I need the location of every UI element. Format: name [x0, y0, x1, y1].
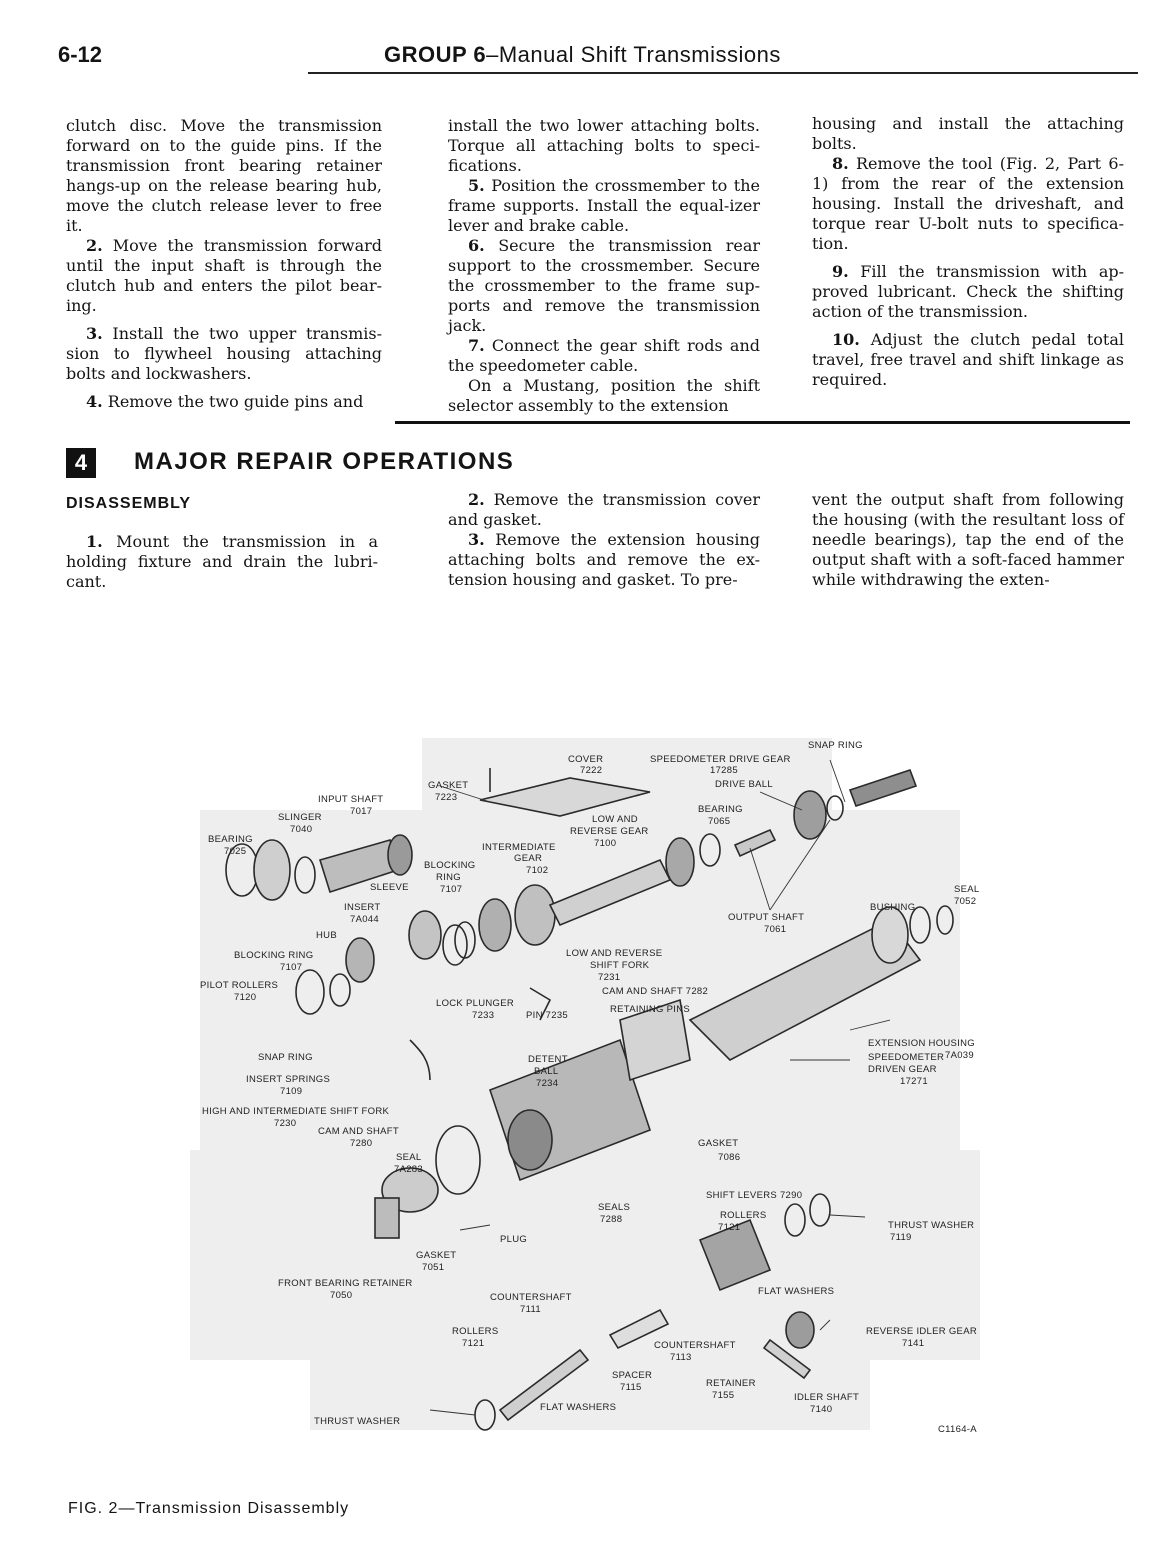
part-label: CAM AND SHAFT — [318, 1126, 399, 1137]
paragraph — [66, 236, 382, 316]
paragraph — [448, 116, 760, 176]
paragraph — [448, 376, 760, 416]
paragraph — [448, 530, 760, 590]
part-label: 7052 — [954, 896, 977, 907]
paragraph-text: clutch disc. Move the transmission forward on to the guide pins. If the transmission front bearing retainer hangs-up on the release bearing hub, move the clutch release lever to free it. — [66, 116, 382, 235]
part-label: 7107 — [280, 962, 303, 973]
subheading-disassembly: DISASSEMBLY — [66, 495, 192, 512]
step-text: Remove the transmission cover and gasket. — [448, 490, 760, 529]
part-label: 7141 — [902, 1338, 925, 1349]
paragraph-text: On a Mustang, position the shift selector assembly to the extension — [448, 376, 760, 415]
part-label: COVER — [568, 754, 604, 765]
part-label: SLINGER — [278, 812, 322, 823]
part-label: 7086 — [718, 1152, 741, 1163]
group-title: –Manual Shift Transmissions — [486, 42, 781, 67]
part-label: 7050 — [330, 1290, 353, 1301]
part-label: 7230 — [274, 1118, 297, 1129]
part-label: FRONT BEARING RETAINER — [278, 1278, 413, 1289]
part-label: 7119 — [890, 1232, 912, 1243]
paragraph — [812, 330, 1124, 390]
part-label: 7234 — [536, 1078, 559, 1089]
step-text: Remove the extension housing attaching bolts and remove the ex-tension housing and gasket. To pre- — [448, 530, 760, 589]
step-number: 9. — [832, 262, 849, 281]
speedometer-drive-gear — [794, 791, 826, 839]
sleeve — [409, 911, 441, 959]
part-label: 7222 — [580, 765, 603, 776]
part-label: 7288 — [600, 1214, 623, 1225]
part-label: BLOCKING — [424, 860, 476, 871]
exploded-view-figure — [190, 720, 980, 1440]
step-text: Move the transmission forward until the input shaft is through the clutch hub and enters the pilot bear-ing. — [66, 236, 382, 315]
part-label: FLAT WASHERS — [540, 1402, 617, 1413]
part-label: 7120 — [234, 992, 257, 1003]
intermediate-gear — [479, 899, 511, 951]
part-label: 7065 — [708, 816, 731, 827]
part-label: 7155 — [712, 1390, 735, 1401]
part-label: FLAT WASHERS — [758, 1286, 835, 1297]
part-label: COUNTERSHAFT — [490, 1292, 572, 1303]
part-label: 7280 — [350, 1138, 373, 1149]
part-label: SHIFT FORK — [590, 960, 650, 971]
part-label: BUSHING — [870, 902, 916, 913]
part-label: REVERSE GEAR — [570, 826, 649, 837]
part-label: 7025 — [224, 846, 247, 857]
paragraph — [66, 116, 382, 236]
part-label: EXTENSION HOUSING — [868, 1038, 975, 1049]
case-bore — [508, 1110, 552, 1170]
extension-housing-end — [872, 907, 908, 963]
part-label: THRUST WASHER — [888, 1220, 975, 1231]
part-label: ROLLERS — [720, 1210, 767, 1221]
paragraph-text: install the two lower attaching bolts. Torque all attaching bolts to speci-fications. — [448, 116, 760, 175]
part-label: 7223 — [435, 792, 458, 803]
part-label: 7121 — [462, 1338, 485, 1349]
part-label: RETAINER — [706, 1378, 756, 1389]
part-label: SPEEDOMETER — [868, 1052, 945, 1063]
section-divider-rule — [395, 421, 1130, 424]
part-label: 7109 — [280, 1086, 303, 1097]
section-column-3 — [812, 490, 1124, 590]
part-label: BEARING — [208, 834, 253, 845]
part-label: SEAL — [954, 884, 980, 895]
step-number: 2. — [468, 490, 485, 509]
part-label: 7A044 — [350, 914, 379, 925]
part-label: PLUG — [500, 1234, 528, 1245]
part-label: CAM AND SHAFT 7282 — [602, 986, 709, 997]
step-number: 8. — [832, 154, 849, 173]
part-label: PILOT ROLLERS — [200, 980, 279, 991]
low-reverse-gear — [515, 885, 555, 945]
paragraph — [448, 236, 760, 336]
part-label: 17285 — [710, 765, 738, 776]
part-label: LOW AND — [592, 814, 638, 825]
input-gear — [388, 835, 412, 875]
part-label: INSERT — [344, 902, 381, 913]
part-label: INTERMEDIATE — [482, 842, 556, 853]
group-label: GROUP 6 — [384, 42, 487, 67]
part-label: 7107 — [440, 884, 463, 895]
step-text: Remove the two guide pins and — [102, 392, 364, 411]
part-label: 7017 — [350, 806, 373, 817]
step-text: Connect the gear shift rods and the speedometer cable. — [448, 336, 760, 375]
running-header — [58, 40, 1138, 80]
part-label: INPUT SHAFT — [318, 794, 384, 805]
part-label: REVERSE IDLER GEAR — [866, 1326, 977, 1337]
paragraph-text: vent the output shaft from following the housing (with the resultant loss of needle bearings), tap the end of the output shaft with a soft-faced hammer while withdrawing the exten- — [812, 490, 1124, 589]
step-text: Position the crossmember to the frame supports. Install the equal-izer lever and brake cable. — [448, 176, 760, 235]
part-label: 7231 — [598, 972, 621, 983]
part-label: SNAP RING — [258, 1052, 313, 1063]
part-label: 7100 — [594, 838, 617, 849]
part-label: HUB — [316, 930, 337, 941]
part-label: BEARING — [698, 804, 743, 815]
step-text: Fill the transmission with ap-proved lubricant. Check the shifting action of the transmission. — [812, 262, 1124, 321]
section-column-2 — [448, 490, 760, 590]
part-label: 7113 — [670, 1352, 692, 1363]
part-label: 7A039 — [945, 1050, 974, 1061]
part-label: SEAL — [396, 1152, 422, 1163]
transmission-exploded-diagram — [190, 720, 980, 1440]
section-number-badge: 4 — [66, 448, 96, 478]
part-label: PIN 7235 — [526, 1010, 569, 1021]
paragraph — [448, 176, 760, 236]
part-label: DRIVEN GEAR — [868, 1064, 937, 1075]
step-text: Secure the transmission rear support to the crossmember. Secure the crossmember to the frame sup-ports and remove the transmission jack. — [448, 236, 760, 335]
reverse-idler-gear — [786, 1312, 814, 1348]
section-column-1 — [66, 532, 378, 592]
part-label: C1164-A — [938, 1424, 977, 1435]
part-label: 7061 — [764, 924, 787, 935]
paragraph — [66, 392, 382, 412]
step-number: 3. — [468, 530, 485, 549]
paragraph-text: housing and install the attaching bolts. — [812, 114, 1124, 153]
paragraph — [812, 154, 1124, 254]
part-label: 7102 — [526, 865, 549, 876]
part-label: IDLER SHAFT — [794, 1392, 860, 1403]
step-number: 3. — [86, 324, 103, 343]
step-number: 2. — [86, 236, 103, 255]
part-label: LOCK PLUNGER — [436, 998, 515, 1009]
part-label: 7115 — [620, 1382, 642, 1393]
paragraph — [66, 532, 378, 592]
part-label: 7A283 — [394, 1164, 423, 1175]
part-label: BALL — [534, 1066, 559, 1077]
output-gear — [666, 838, 694, 886]
part-label: LOW AND REVERSE — [566, 948, 663, 959]
input-bearing — [254, 840, 290, 900]
step-number: 5. — [468, 176, 485, 195]
top-column-2 — [448, 116, 760, 416]
part-label: BLOCKING RING — [234, 950, 314, 961]
header-rule — [308, 72, 1138, 74]
section-title: MAJOR REPAIR OPERATIONS — [134, 448, 515, 475]
figure-caption: FIG. 2—Transmission Disassembly — [68, 1500, 350, 1517]
part-label: SPACER — [612, 1370, 653, 1381]
part-label: COUNTERSHAFT — [654, 1340, 736, 1351]
step-text: Remove the tool (Fig. 2, Part 6-1) from the rear of the extension housing. Install the driveshaft, and torque rear U-bolt nuts to specifica-tion. — [812, 154, 1124, 253]
part-label: ROLLERS — [452, 1326, 499, 1337]
hub — [346, 938, 374, 982]
output-spline — [850, 770, 916, 806]
part-label: 7051 — [422, 1262, 445, 1273]
step-text: Mount the transmission in a holding fixture and drain the lubri-cant. — [66, 532, 378, 591]
step-number: 6. — [468, 236, 485, 255]
part-label: SLEEVE — [370, 882, 409, 893]
paragraph — [812, 490, 1124, 590]
part-label: 17271 — [900, 1076, 928, 1087]
retainer-snout — [375, 1198, 399, 1238]
part-label: OUTPUT SHAFT — [728, 912, 805, 923]
paragraph — [448, 336, 760, 376]
paragraph — [812, 114, 1124, 154]
part-label: 7121 — [718, 1222, 741, 1233]
part-label: SNAP RING — [808, 740, 863, 751]
part-label: GASKET — [416, 1250, 457, 1261]
section-heading — [66, 446, 766, 480]
part-label: SHIFT LEVERS 7290 — [706, 1190, 803, 1201]
part-label: 7040 — [290, 824, 313, 835]
top-column-1 — [66, 116, 382, 412]
part-label: DRIVE BALL — [715, 779, 773, 790]
page-number: 6-12 — [58, 42, 103, 67]
part-label: 7233 — [472, 1010, 495, 1021]
part-label: SEALS — [598, 1202, 631, 1213]
top-column-3 — [812, 114, 1124, 390]
part-label: GASKET — [428, 780, 469, 791]
part-label: GEAR — [514, 853, 543, 864]
step-number: 10. — [832, 330, 860, 349]
running-title — [384, 42, 781, 68]
part-label: 7111 — [520, 1304, 541, 1315]
step-text: Install the two upper transmis-sion to flywheel housing attaching bolts and lockwashers. — [66, 324, 382, 383]
step-text: Adjust the clutch pedal total travel, free travel and shift linkage as required. — [812, 330, 1124, 389]
paragraph — [66, 324, 382, 384]
part-label: THRUST WASHER — [314, 1416, 401, 1427]
step-number: 4. — [86, 392, 103, 411]
paragraph — [448, 490, 760, 530]
part-label: RETAINING PINS — [610, 1004, 691, 1015]
part-label: INSERT SPRINGS — [246, 1074, 331, 1085]
step-number: 1. — [86, 532, 103, 551]
part-label: 7140 — [810, 1404, 833, 1415]
paragraph — [812, 262, 1124, 322]
part-label: DETENT — [528, 1054, 568, 1065]
part-label: RING — [436, 872, 461, 883]
part-label: GASKET — [698, 1138, 739, 1149]
part-label: HIGH AND INTERMEDIATE SHIFT FORK — [202, 1106, 390, 1117]
part-label: SPEEDOMETER DRIVE GEAR — [650, 754, 791, 765]
step-number: 7. — [468, 336, 485, 355]
